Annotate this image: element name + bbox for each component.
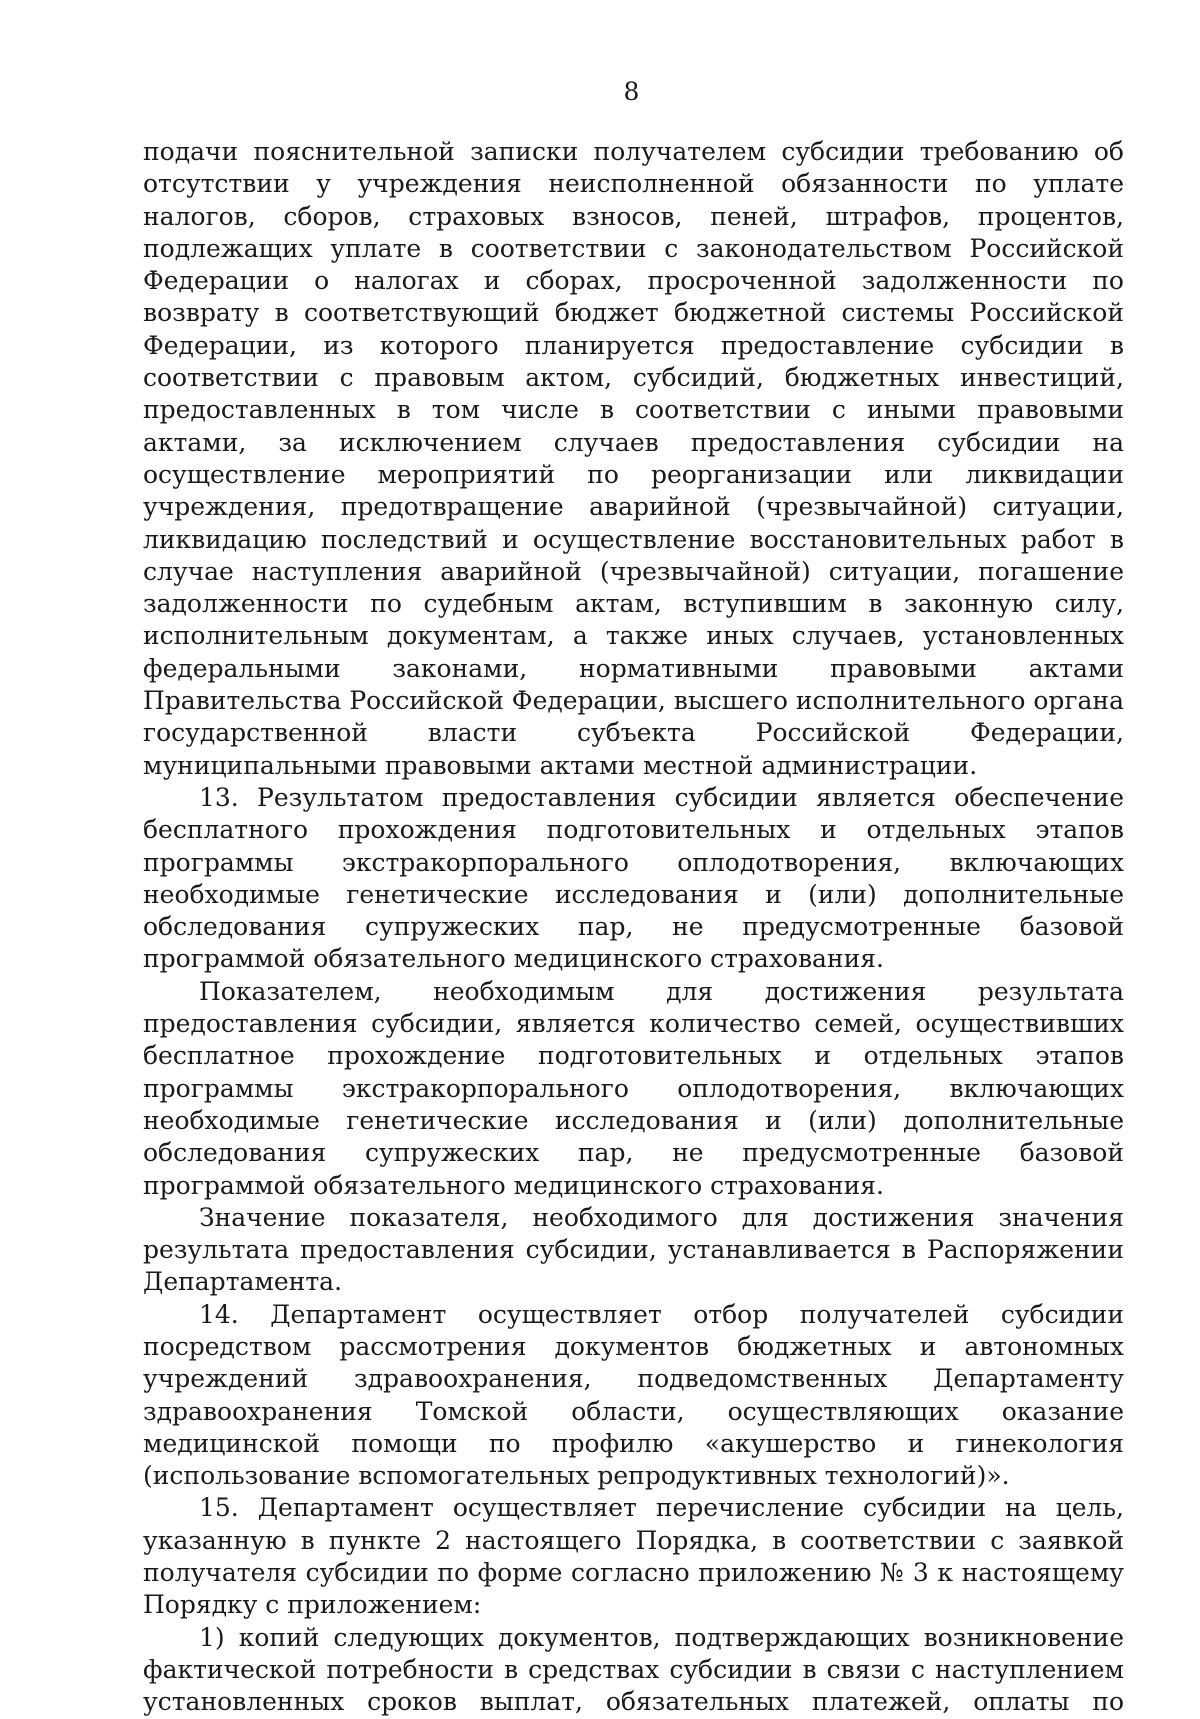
page-number: 8 (623, 77, 640, 106)
paragraph-indicator-value: Значение показателя, необходимого для достижения значения результата предоставления субсидии, устанавливается в Распоряжении Департамента. (143, 1202, 1124, 1297)
paragraph-indicator: Показателем, необходимым для достижения результата предоставления субсидии, является количество семей, осуществивших бесплатное прохождение подготовительных и отдельных этапов программы экстракорпорального оплодотворения, включающих необходимые генетические исследования и (или) дополнительные обследования супружеских пар, не предусмотренные базовой программой обязательного медицинского страхования. (143, 976, 1124, 1200)
paragraph-13-result: 13. Результатом предоставления субсидии является обеспечение бесплатного прохождения подготовительных и отдельных этапов программы экстракорпорального оплодотворения, включающих необходимые генетические исследования и (или) дополнительные обследования супружеских пар, не предусмотренные базовой программой обязательного медицинского страхования. (143, 782, 1124, 974)
paragraph-15-transfer: 15. Департамент осуществляет перечисление субсидии на цель, указанную в пункте 2 настоящего Порядка, в соответствии с заявкой получателя субсидии по форме согласно приложению № 3 к настоящему Порядку с приложением: (143, 1493, 1124, 1620)
paragraph-continuation: подачи пояснительной записки получателем субсидии требованию об отсутствии у учреждения неисполненной обязанности по уплате налогов, сборов, страховых взносов, пеней, штрафов, процентов, подлежащих уплате в соответствии с законодательством Российской Федерации о налогах и сборах, просроченной задолженности по возврату в соответствующий бюджет бюджетной системы Российской Федерации, из которого планируется предоставление субсидии в соответствии с правовым актом, субсидий, бюджетных инвестиций, предоставленных в том числе в соответствии с иными правовыми актами, за исключением случаев предоставления субсидии на осуществление мероприятий по реорганизации или ликвидации учреждения, предотвращение аварийной (чрезвычайной) ситуации, ликвидацию последствий и осуществление восстановительных работ в случае наступления аварийной (чрезвычайной) ситуации, погашение задолженности по судебным актам, вступившим в законную силу, исполнительным документам, а также иных случаев, установленных федеральными законами, нормативными правовыми актами Правительства Российской Федерации, высшего исполнительного органа государственной власти субъекта Российской Федерации, муниципальными правовыми актами местной администрации. (143, 137, 1124, 780)
document-body (143, 136, 1124, 1719)
paragraph-14-selection: 14. Департамент осуществляет отбор получателей субсидии посредством рассмотрения документов бюджетных и автономных учреждений здравоохранения, подведомственных Департаменту здравоохранения Томской области, осуществляющих оказание медицинской помощи по профилю «акушерство и гинекология (использование вспомогательных репродуктивных технологий)». (143, 1299, 1124, 1491)
paragraph-15-item-1: 1) копий следующих документов, подтверждающих возникновение фактической потребности в средствах субсидии в связи с наступлением установленных сроков выплат, обязательных платежей, оплаты по (143, 1622, 1124, 1717)
